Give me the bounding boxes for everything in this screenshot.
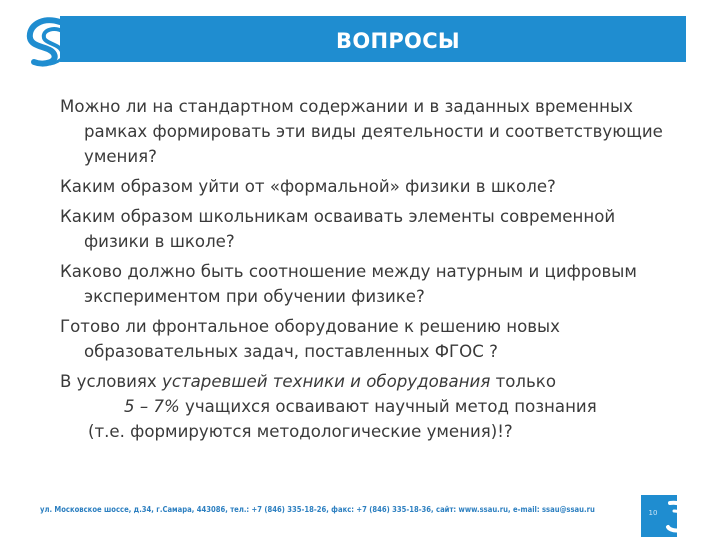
question-item-2: Каким образом уйти от «формальной» физики в школе? bbox=[60, 177, 556, 196]
question-item-3: Каким образом школьникам осваивать элементы современной физики в школе? bbox=[60, 207, 616, 251]
question-6-prefix: В условиях bbox=[60, 372, 163, 391]
question-item-5: Готово ли фронтальное оборудование к решению новых образовательных задач, поставленных ФГОС ? bbox=[60, 317, 560, 361]
question-6-emphasis: устаревшей техники и оборудования bbox=[162, 372, 491, 391]
question-item-1: Можно ли на стандартном содержании и в заданных временных рамках формировать эти виды деятельности и соответствующие умения? bbox=[60, 97, 663, 166]
page-title: ВОПРОСЫ bbox=[336, 29, 460, 53]
question-item-4: Каково должно быть соотношение между натурным и цифровым экспериментом при обучении физике? bbox=[60, 262, 637, 306]
university-logo-icon bbox=[662, 497, 698, 537]
footer-contacts: ул. Московское шоссе, д.34, г.Самара, 443086, тел.: +7 (846) 335-18-26, факс: +7 (846) 335-18-36, сайт: www.ssau.ru, e-mail: ssau@ssau.ru bbox=[40, 505, 595, 514]
header-bar bbox=[60, 16, 686, 62]
question-6-percent-line bbox=[84, 394, 670, 419]
question-6-percent-after: учащихся осваивают научный метод познания bbox=[179, 397, 597, 416]
page-number: 10 bbox=[648, 509, 658, 517]
question-6-after: только bbox=[490, 372, 556, 391]
question-6-percent: 5 – 7% bbox=[124, 397, 180, 416]
questions-list bbox=[60, 94, 670, 449]
question-item-6 bbox=[60, 369, 670, 444]
question-6-final-line: (т.е. формируются методологические умения)!? bbox=[88, 422, 513, 441]
